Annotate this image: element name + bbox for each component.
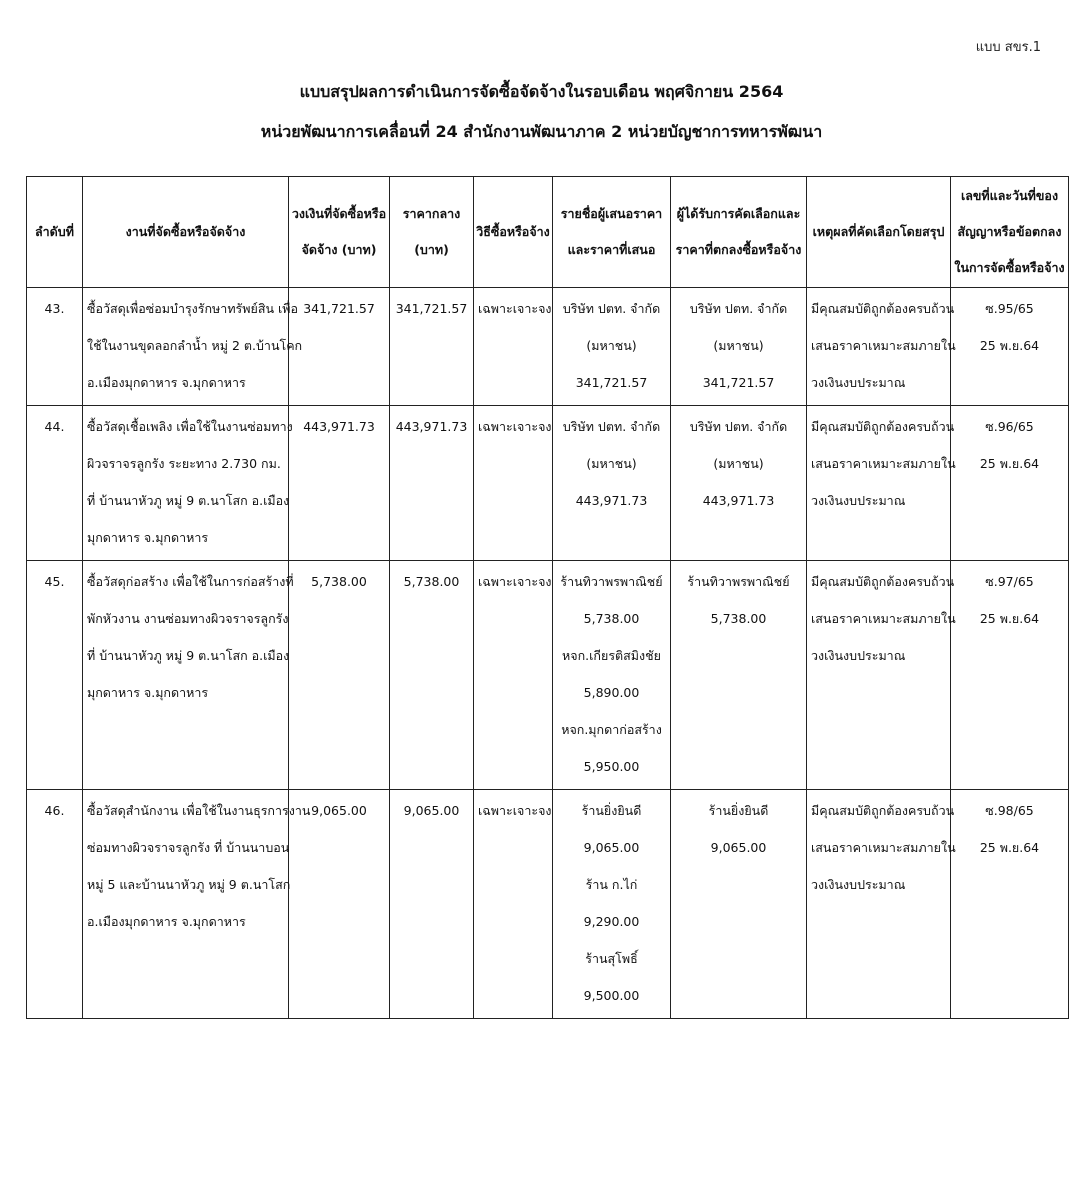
table-header [27,177,1069,288]
cell-median-price [390,288,474,406]
cell-no-value: 43. [44,301,65,316]
cell-contract-line: ซ.95/65 [985,301,1034,316]
cell-reason [807,790,956,1019]
cell-work [83,561,294,790]
header-no: ลำดับที่ [27,177,83,288]
cell-winner-line: บริษัท ปตท. จำกัด [689,301,788,316]
procurement-table [26,176,1069,1019]
cell-work [83,406,293,561]
cell-median-price-value: 443,971.73 [395,419,468,434]
cell-contract-line: 25 พ.ย.64 [979,611,1040,626]
cell-reason-line: วงเงินงบประมาณ [811,493,906,508]
cell-bidders-line: 9,290.00 [583,914,640,929]
cell-method-value: เฉพาะเจาะจง [478,803,552,818]
header-method: วิธีซื้อหรือจ้าง [474,177,553,288]
cell-reason-line: มีคุณสมบัติถูกต้องครบถ้วน [811,803,955,818]
cell-reason [807,288,956,406]
cell-bidders [553,561,671,790]
cell-work-line: พักหัวงาน งานซ่อมทางผิวจราจรลูกรัง [87,611,289,626]
header-work: งานที่จัดซื้อหรือจัดจ้าง [83,177,289,288]
cell-contract-line: ซ.98/65 [985,803,1034,818]
cell-bidders-line: ร้านยิ่งยินดี [581,803,642,818]
cell-method-value: เฉพาะเจาะจง [478,419,552,434]
cell-bidders [553,406,671,561]
report-title: แบบสรุปผลการดำเนินการจัดซื้อจัดจ้างในรอบเดือน พฤศจิกายน 2564 [299,82,784,101]
cell-winner-line: 9,065.00 [710,840,767,855]
cell-bidders-line: 9,065.00 [583,840,640,855]
cell-method [474,561,553,790]
cell-work-line: ใช้ในงานขุดลอกลำน้ำ หมู่ 2 ต.บ้านโคก [87,338,303,353]
header-budget: วงเงินที่จัดซื้อหรือ จัดจ้าง (บาท) [289,177,390,288]
cell-contract-line: 25 พ.ย.64 [979,840,1040,855]
cell-method-value: เฉพาะเจาะจง [478,574,552,589]
cell-work-line: ผิวจราจรลูกรัง ระยะทาง 2.730 กม. [87,456,281,471]
cell-work-line: ซื้อวัสดุเพื่อซ่อมบำรุงรักษาทรัพย์สิน เพื่อ [87,301,299,316]
cell-winner-line: ร้านทิวาพรพาณิชย์ [687,574,790,589]
cell-contract [951,561,1069,790]
cell-reason-line: มีคุณสมบัติถูกต้องครบถ้วน [811,419,955,434]
cell-winner-line: 341,721.57 [702,375,775,390]
cell-budget-value: 5,738.00 [311,574,367,589]
cell-budget [289,288,390,406]
cell-contract-line: 25 พ.ย.64 [979,338,1040,353]
cell-reason-line: เสนอราคาเหมาะสมภายใน [811,840,956,855]
cell-winner [671,288,807,406]
header-contract: เลขที่และวันที่ของ สัญญาหรือข้อตกลง ในการจัดซื้อหรือจ้าง [951,177,1069,288]
header-winner: ผู้ได้รับการคัดเลือกและ ราคาที่ตกลงซื้อหรือจ้าง [671,177,807,288]
cell-no-value: 46. [44,803,65,818]
cell-bidders-line: ร้าน ก.ไก่ [585,877,638,892]
cell-winner [671,790,807,1019]
cell-bidders [553,790,671,1019]
cell-winner-line: 5,738.00 [710,611,767,626]
cell-no [27,288,83,406]
cell-bidders-line: (มหาชน) [586,456,637,471]
cell-bidders-line: 5,738.00 [583,611,640,626]
cell-winner-line: (มหาชน) [713,456,764,471]
cell-bidders-line: 5,950.00 [583,759,640,774]
cell-winner-line: (มหาชน) [713,338,764,353]
cell-reason [807,561,956,790]
cell-contract [951,406,1069,561]
cell-winner [671,561,807,790]
cell-work [83,790,311,1019]
header-reason: เหตุผลที่คัดเลือกโดยสรุป [807,177,951,288]
cell-no [27,406,83,561]
cell-reason-line: มีคุณสมบัติถูกต้องครบถ้วน [811,301,955,316]
table-row [27,406,1069,561]
cell-bidders [553,288,671,406]
table-row [27,790,1069,1019]
cell-budget [289,790,390,1019]
cell-median-price [390,406,474,561]
cell-reason [807,406,956,561]
table-row [27,288,1069,406]
cell-bidders-line: 443,971.73 [575,493,648,508]
cell-bidders-line: ร้านสุโพธิ์ [585,951,638,966]
cell-contract-line: 25 พ.ย.64 [979,456,1040,471]
cell-bidders-line: หจก.มุกดาก่อสร้าง [561,722,662,737]
cell-method [474,406,553,561]
cell-work-line: อ.เมืองมุกดาหาร จ.มุกดาหาร [87,375,246,390]
cell-bidders-line: บริษัท ปตท. จำกัด [562,301,661,316]
cell-median-price [390,561,474,790]
cell-budget-value: 341,721.57 [303,301,375,316]
cell-work-line: ซ่อมทางผิวจราจรลูกรัง ที่ บ้านนาบอน [87,840,290,855]
cell-median-price [390,790,474,1019]
cell-winner-line: บริษัท ปตท. จำกัด [689,419,788,434]
cell-method [474,790,553,1019]
cell-work-line: มุกดาหาร จ.มุกดาหาร [87,685,209,700]
table-body [27,288,1069,1019]
cell-contract-line: ซ.97/65 [985,574,1034,589]
cell-bidders-line: 341,721.57 [575,375,648,390]
cell-reason-line: เสนอราคาเหมาะสมภายใน [811,456,956,471]
cell-bidders-line: บริษัท ปตท. จำกัด [562,419,661,434]
cell-median-price-value: 9,065.00 [403,803,460,818]
cell-budget-value: 9,065.00 [311,803,367,818]
cell-budget [289,406,390,561]
header-median-price: ราคากลาง (บาท) [390,177,474,288]
cell-median-price-value: 5,738.00 [403,574,460,589]
cell-reason-line: วงเงินงบประมาณ [811,375,906,390]
cell-work-line: หมู่ 5 และบ้านนาหัวภู หมู่ 9 ต.นาโสก [87,877,291,892]
cell-reason-line: มีคุณสมบัติถูกต้องครบถ้วน [811,574,955,589]
cell-work-line: อ.เมืองมุกดาหาร จ.มุกดาหาร [87,914,246,929]
cell-winner-line: ร้านยิ่งยินดี [708,803,769,818]
cell-budget-value: 443,971.73 [303,419,375,434]
cell-bidders-line: ร้านทิวาพรพาณิชย์ [560,574,663,589]
cell-no-value: 44. [44,419,65,434]
cell-no [27,561,83,790]
cell-work-line: มุกดาหาร จ.มุกดาหาร [87,530,209,545]
cell-work-line: ซื้อวัสดุก่อสร้าง เพื่อใช้ในการก่อสร้างที่ [87,574,294,589]
cell-bidders-line: (มหาชน) [586,338,637,353]
cell-method-value: เฉพาะเจาะจง [478,301,552,316]
cell-bidders-line: หจก.เกียรติสมิงชัย [562,648,661,663]
cell-work-line: ที่ บ้านนาหัวภู หมู่ 9 ต.นาโสก อ.เมือง [87,493,290,508]
cell-reason-line: วงเงินงบประมาณ [811,648,906,663]
cell-method [474,288,553,406]
cell-work-line: ที่ บ้านนาหัวภู หมู่ 9 ต.นาโสก อ.เมือง [87,648,290,663]
cell-bidders-line: 9,500.00 [583,988,640,1003]
cell-contract-line: ซ.96/65 [985,419,1034,434]
cell-work-line: ซื้อวัสดุสำนักงาน เพื่อใช้ในงานธุรการงาน [87,803,311,818]
header-bidders: รายชื่อผู้เสนอราคา และราคาที่เสนอ [553,177,671,288]
cell-no [27,790,83,1019]
cell-median-price-value: 341,721.57 [395,301,468,316]
form-code: แบบ สขร.1 [975,40,1041,55]
report-subtitle: หน่วยพัฒนาการเคลื่อนที่ 24 สำนักงานพัฒนาภาค 2 หน่วยบัญชาการทหารพัฒนา [260,122,823,141]
cell-reason-line: เสนอราคาเหมาะสมภายใน [811,338,956,353]
cell-contract [951,288,1069,406]
cell-contract [951,790,1069,1019]
cell-winner [671,406,807,561]
cell-reason-line: เสนอราคาเหมาะสมภายใน [811,611,956,626]
cell-reason-line: วงเงินงบประมาณ [811,877,906,892]
cell-work-line: ซื้อวัสดุเชื้อเพลิง เพื่อใช้ในงานซ่อมทาง [87,419,293,434]
cell-bidders-line: 5,890.00 [583,685,640,700]
table-row [27,561,1069,790]
cell-no-value: 45. [44,574,65,589]
cell-work [83,288,303,406]
cell-budget [289,561,390,790]
cell-winner-line: 443,971.73 [702,493,775,508]
